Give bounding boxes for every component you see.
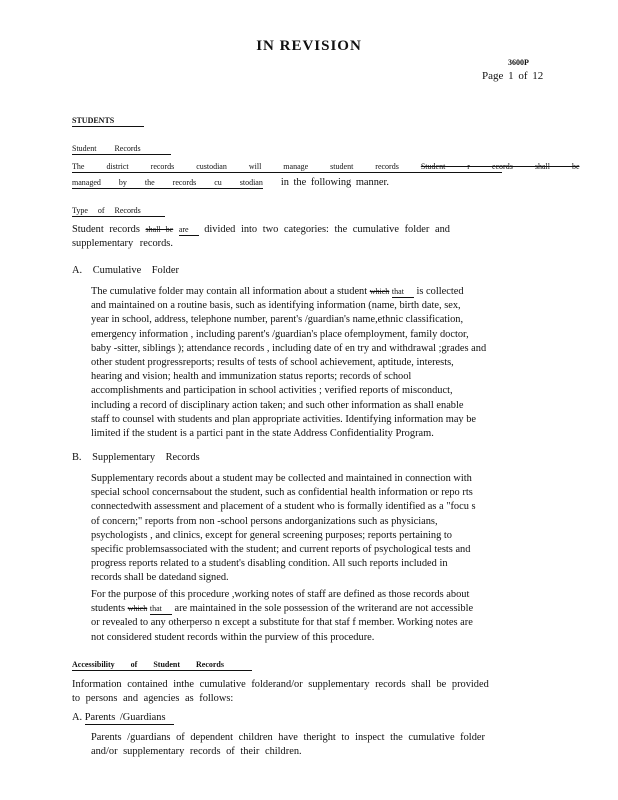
acc-line: to persons and agencies as follows: <box>72 693 234 704</box>
wn-strike: which <box>127 604 148 614</box>
cf-line: other student progressreports; results of tests of school achievement, aptitude, interests, <box>91 357 454 369</box>
type-text-d: divided into two categories: the cumulative folder and <box>204 224 450 235</box>
sr-line: psychologists , and clinics, except for general screening purposes; reports pertaining to <box>91 529 452 541</box>
cf-line: limited if the student is a partici pant in the state Address Confidentiality Program. <box>91 428 434 440</box>
sr-line: progress reports related to a student's disabling condition. All such reports included in <box>91 558 448 570</box>
cumulative-folder-heading: A. Cumulative Folder <box>72 265 179 276</box>
acc-line: Information contained inthe cumulative folderand/or supplementary records shall be provided <box>72 679 489 690</box>
sr-line: connectedwith assessment and placement of a student who is formally identified as a "focu s <box>91 501 476 513</box>
sr-line: of concern;" reports from non -school persons andorganizations such as physicians, <box>91 515 438 527</box>
wn-students: students <box>91 603 126 615</box>
accessibility-heading: Accessibility of Student Records <box>72 660 252 671</box>
custodian-line-2 <box>72 177 389 188</box>
wn-line: not considered student records within the purview of this procedure. <box>91 631 375 643</box>
cf-line: year in school, address, telephone number, parent's /guardian's name,ethnic classification, <box>91 314 464 326</box>
supplementary-paragraph <box>91 472 537 586</box>
sr-line: special school concernsabout the student, such as confidential health information or repo rts <box>91 487 473 499</box>
cf-line-1 <box>91 285 537 299</box>
accessibility-paragraph <box>72 678 528 706</box>
parents-paragraph <box>91 731 511 759</box>
supplementary-records-heading: B. Supplementary Records <box>72 452 200 463</box>
policy-code: 3600P <box>508 58 529 67</box>
struck-text: Student r ecords shall be <box>420 162 580 171</box>
cf-line: staff to counsel with students and plan appropriate activities. Identifying information may be <box>91 413 477 425</box>
custodian-line-1 <box>72 162 580 173</box>
type-text-a: Student records <box>72 224 140 235</box>
wn-line: For the purpose of this procedure ,working notes of staff are defined as those records about <box>91 589 470 600</box>
custodian-text-3: in the following manner. <box>280 177 390 188</box>
wn-that: that <box>150 604 172 615</box>
cf-line: emergency information , including parent's /guardian's place ofemployment, family doctor, <box>91 328 469 340</box>
page-number: Page 1 of 12 <box>482 70 544 82</box>
parents-letter: A. <box>72 712 83 723</box>
parents-guardians-heading <box>72 712 174 723</box>
cf-line-1-tail: is collected <box>416 286 464 297</box>
type-of-records-heading: Type of Records <box>72 206 165 217</box>
cf-line: hearing and vision; health and immunization status reports; records of school <box>91 371 412 383</box>
type-struck: shall be <box>145 225 174 234</box>
custodian-text-2: managed by the records cu stodian <box>72 178 263 187</box>
wn-line: or revealed to any otherperso n except a substitute for that staf f member. Working notes are <box>91 617 473 629</box>
cf-line: and maintained on a routine basis, such as identifying information (name, birth date, sex, <box>91 300 461 312</box>
wn-line-2 <box>91 602 537 616</box>
parents-heading-text: Parents /Guardians <box>85 712 174 725</box>
cf-line-1-text: The cumulative folder may contain all information about a student <box>91 286 368 297</box>
wn-rest: are maintained in the sole possession of the writerand are not accessible <box>174 603 474 615</box>
sr-line: specific problemsassociated with the student; and current reports of psychological tests and <box>91 544 471 556</box>
cumulative-folder-paragraph <box>91 285 537 441</box>
working-notes-paragraph <box>91 588 537 645</box>
pg-line: Parents /guardians of dependent children have theright to inspect the cumulative folder <box>91 732 485 743</box>
type-line-2: supplementary records. <box>72 238 173 249</box>
cf-strike: which <box>369 287 390 296</box>
cf-that: that <box>392 287 414 298</box>
custodian-text: The district records custodian will manage student records <box>72 162 399 171</box>
type-line-1 <box>72 223 450 237</box>
type-are: are <box>179 225 199 236</box>
pg-line: and/or supplementary records of their children. <box>91 746 302 757</box>
cf-line: including a record of disciplinary action taken; and such other information as shall enable <box>91 399 464 411</box>
students-heading: STUDENTS <box>72 116 144 127</box>
sr-line: Supplementary records about a student may be collected and maintained in connection with <box>91 473 472 484</box>
sr-line: records shall be datedand signed. <box>91 572 229 584</box>
cf-line: baby -sitter, siblings ); attendance records , including date of en try and withdrawal ;grades and <box>91 342 487 354</box>
cf-line: accomplishments and participation in school activities ; verified reports of misconduct, <box>91 385 453 397</box>
student-records-heading: Student Records <box>72 144 171 155</box>
document-title: IN REVISION <box>256 38 362 54</box>
